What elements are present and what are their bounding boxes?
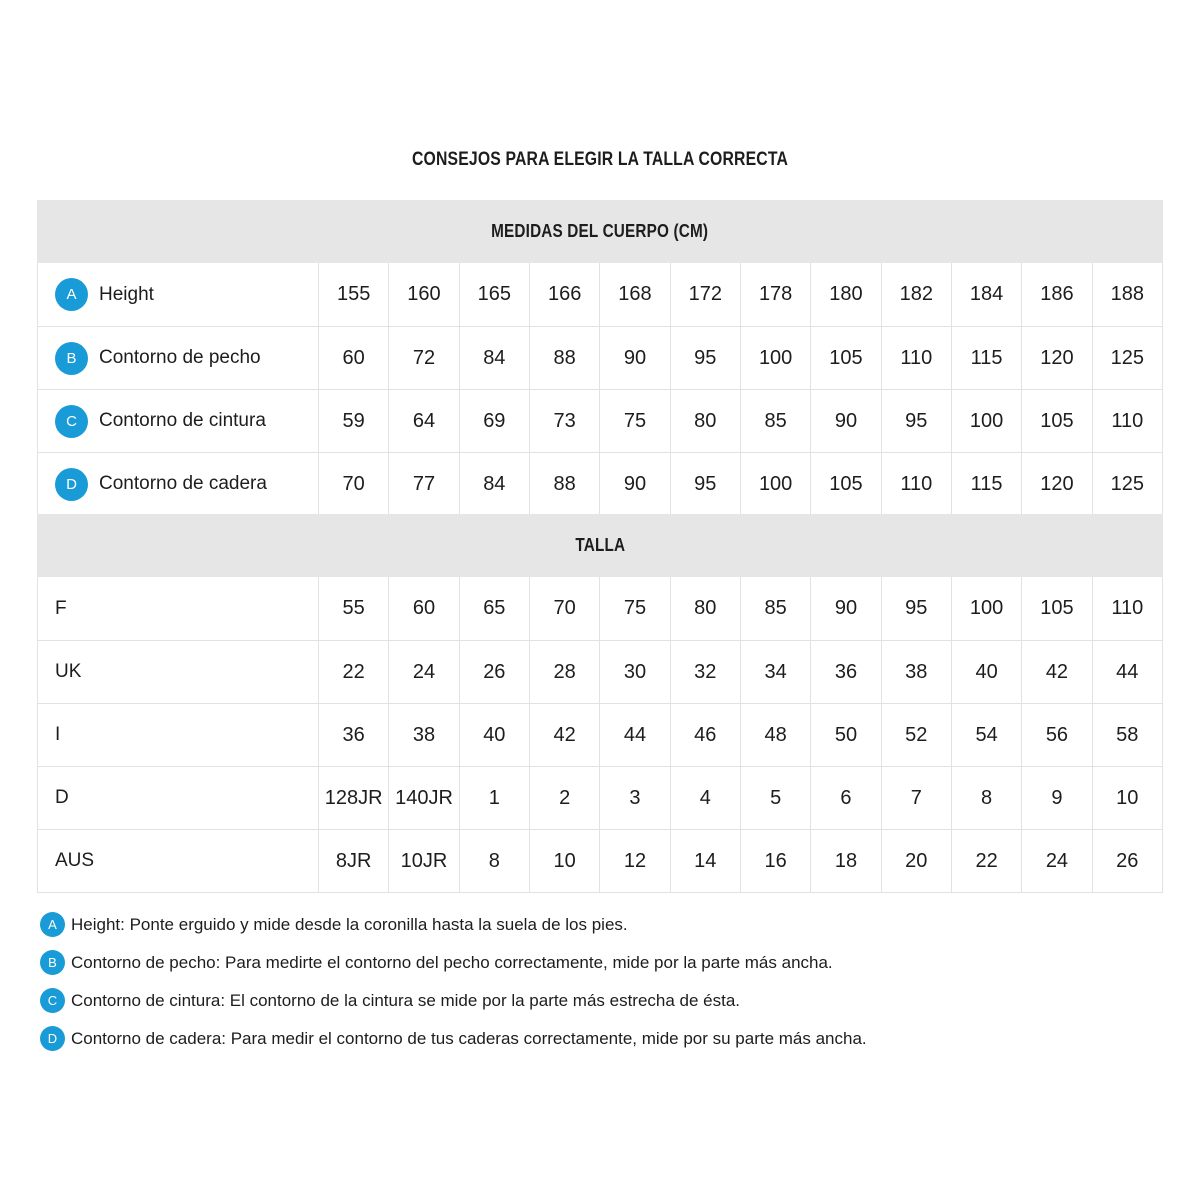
footnotes	[40, 911, 1160, 1063]
value-cell: 105	[1021, 577, 1091, 640]
measure-badge: D	[55, 468, 88, 501]
footnote-text: Contorno de pecho: Para medirte el contorno del pecho correctamente, mide por la parte más ancha.	[71, 952, 833, 972]
value-cell: 85	[740, 390, 810, 452]
value-cell: 40	[459, 704, 529, 766]
value-cell: 28	[529, 641, 599, 703]
section-header	[37, 200, 1163, 263]
value-cell: 58	[1092, 704, 1162, 766]
row-label-cell	[38, 830, 318, 892]
value-cell: 115	[951, 327, 1021, 389]
value-cell: 115	[951, 453, 1021, 515]
value-cell: 125	[1092, 327, 1162, 389]
value-cell: 8	[459, 830, 529, 892]
value-cell: 9	[1021, 767, 1091, 829]
row-label: AUS	[55, 850, 95, 871]
row-label-cell	[38, 767, 318, 829]
footnote-badge: A	[40, 912, 65, 937]
value-cell: 90	[599, 327, 669, 389]
value-cell: 55	[318, 577, 388, 640]
value-cell: 8	[951, 767, 1021, 829]
value-cell: 4	[670, 767, 740, 829]
value-cell: 14	[670, 830, 740, 892]
value-cell: 50	[810, 704, 880, 766]
row-label-cell	[38, 704, 318, 766]
value-cell: 38	[388, 704, 458, 766]
value-cell: 36	[810, 641, 880, 703]
value-cell: 22	[318, 641, 388, 703]
value-cell: 110	[881, 327, 951, 389]
value-cell: 56	[1021, 704, 1091, 766]
value-cell: 34	[740, 641, 810, 703]
value-cell: 2	[529, 767, 599, 829]
footnote-item	[40, 949, 1160, 976]
value-cell: 95	[881, 577, 951, 640]
value-cell: 180	[810, 263, 880, 326]
row-label: UK	[55, 661, 82, 682]
value-cell: 125	[1092, 453, 1162, 515]
value-cell: 32	[670, 641, 740, 703]
value-cell: 100	[740, 453, 810, 515]
value-cell: 7	[881, 767, 951, 829]
value-cell: 3	[599, 767, 669, 829]
value-cell: 84	[459, 327, 529, 389]
section-header-label: MEDIDAS DEL CUERPO (CM)	[491, 221, 709, 241]
value-cell: 44	[1092, 641, 1162, 703]
value-cell: 88	[529, 327, 599, 389]
value-cell: 54	[951, 704, 1021, 766]
value-cell: 5	[740, 767, 810, 829]
value-cell: 60	[318, 327, 388, 389]
value-cell: 178	[740, 263, 810, 326]
table-row	[38, 829, 1162, 892]
footnote-badge: D	[40, 1026, 65, 1051]
table-row	[38, 389, 1162, 452]
value-cell: 6	[810, 767, 880, 829]
value-cell: 70	[529, 577, 599, 640]
value-cell: 80	[670, 577, 740, 640]
value-cell: 26	[459, 641, 529, 703]
measure-badge: B	[55, 342, 88, 375]
section-header-label: TALLA	[575, 535, 625, 555]
value-cell: 168	[599, 263, 669, 326]
value-cell: 90	[599, 453, 669, 515]
footnote-text: Contorno de cintura: El contorno de la cintura se mide por la parte más estrecha de ésta.	[71, 990, 741, 1010]
value-cell: 10JR	[388, 830, 458, 892]
value-cell: 75	[599, 390, 669, 452]
footnote-text: Height: Ponte erguido y mide desde la coronilla hasta la suela de los pies.	[71, 914, 628, 934]
value-cell: 73	[529, 390, 599, 452]
value-cell: 38	[881, 641, 951, 703]
footnote-item	[40, 1025, 1160, 1052]
value-cell: 72	[388, 327, 458, 389]
table-row	[38, 452, 1162, 515]
value-cell: 20	[881, 830, 951, 892]
value-cell: 80	[670, 390, 740, 452]
value-cell: 8JR	[318, 830, 388, 892]
value-cell: 105	[810, 453, 880, 515]
value-cell: 188	[1092, 263, 1162, 326]
row-label-cell	[38, 390, 318, 452]
table-row	[38, 703, 1162, 766]
value-cell: 48	[740, 704, 810, 766]
value-cell: 110	[881, 453, 951, 515]
value-cell: 128JR	[318, 767, 388, 829]
value-cell: 165	[459, 263, 529, 326]
value-cell: 18	[810, 830, 880, 892]
value-cell: 186	[1021, 263, 1091, 326]
section-header	[37, 514, 1163, 577]
value-cell: 84	[459, 453, 529, 515]
row-label: Contorno de cadera	[99, 473, 267, 494]
value-cell: 160	[388, 263, 458, 326]
table-row	[38, 766, 1162, 829]
value-cell: 64	[388, 390, 458, 452]
value-cell: 166	[529, 263, 599, 326]
value-cell: 110	[1092, 390, 1162, 452]
value-cell: 1	[459, 767, 529, 829]
value-cell: 120	[1021, 453, 1091, 515]
value-cell: 22	[951, 830, 1021, 892]
table-row	[38, 263, 1162, 326]
footnote-badge: C	[40, 988, 65, 1013]
value-cell: 24	[388, 641, 458, 703]
value-cell: 110	[1092, 577, 1162, 640]
value-cell: 44	[599, 704, 669, 766]
row-label-cell	[38, 577, 318, 640]
value-cell: 36	[318, 704, 388, 766]
row-label-cell	[38, 641, 318, 703]
value-cell: 46	[670, 704, 740, 766]
table-row	[38, 577, 1162, 640]
value-cell: 95	[670, 327, 740, 389]
value-cell: 30	[599, 641, 669, 703]
value-cell: 100	[951, 390, 1021, 452]
value-cell: 52	[881, 704, 951, 766]
value-cell: 140JR	[388, 767, 458, 829]
value-cell: 105	[1021, 390, 1091, 452]
row-label: Height	[99, 283, 154, 305]
measure-badge: C	[55, 405, 88, 438]
page-title: CONSEJOS PARA ELEGIR LA TALLA CORRECTA	[411, 149, 789, 170]
value-cell: 12	[599, 830, 669, 892]
value-cell: 69	[459, 390, 529, 452]
value-cell: 90	[810, 390, 880, 452]
table-row	[38, 326, 1162, 389]
value-cell: 95	[881, 390, 951, 452]
footnote-badge: B	[40, 950, 65, 975]
value-cell: 70	[318, 453, 388, 515]
value-cell: 40	[951, 641, 1021, 703]
value-cell: 10	[529, 830, 599, 892]
value-cell: 184	[951, 263, 1021, 326]
value-cell: 120	[1021, 327, 1091, 389]
value-cell: 88	[529, 453, 599, 515]
value-cell: 65	[459, 577, 529, 640]
value-cell: 100	[951, 577, 1021, 640]
value-cell: 105	[810, 327, 880, 389]
value-cell: 60	[388, 577, 458, 640]
value-cell: 85	[740, 577, 810, 640]
value-cell: 95	[670, 453, 740, 515]
value-cell: 182	[881, 263, 951, 326]
value-cell: 59	[318, 390, 388, 452]
value-cell: 26	[1092, 830, 1162, 892]
row-label: F	[55, 597, 67, 619]
measure-badge: A	[55, 278, 88, 311]
value-cell: 77	[388, 453, 458, 515]
value-cell: 90	[810, 577, 880, 640]
value-cell: 42	[529, 704, 599, 766]
row-label-cell	[38, 263, 318, 326]
footnote-text: Contorno de cadera: Para medir el contorno de tus caderas correctamente, mide por su parte más ancha.	[71, 1028, 867, 1048]
row-label: Contorno de cintura	[99, 410, 266, 431]
value-cell: 42	[1021, 641, 1091, 703]
value-cell: 100	[740, 327, 810, 389]
row-label-cell	[38, 327, 318, 389]
row-label: Contorno de pecho	[99, 347, 261, 368]
value-cell: 24	[1021, 830, 1091, 892]
value-cell: 16	[740, 830, 810, 892]
value-cell: 155	[318, 263, 388, 326]
size-table	[37, 200, 1163, 893]
footnote-item	[40, 987, 1160, 1014]
row-label-cell	[38, 453, 318, 515]
footnote-item	[40, 911, 1160, 938]
row-label: D	[55, 787, 69, 808]
row-label: I	[55, 724, 61, 745]
value-cell: 172	[670, 263, 740, 326]
value-cell: 75	[599, 577, 669, 640]
value-cell: 10	[1092, 767, 1162, 829]
table-row	[38, 640, 1162, 703]
